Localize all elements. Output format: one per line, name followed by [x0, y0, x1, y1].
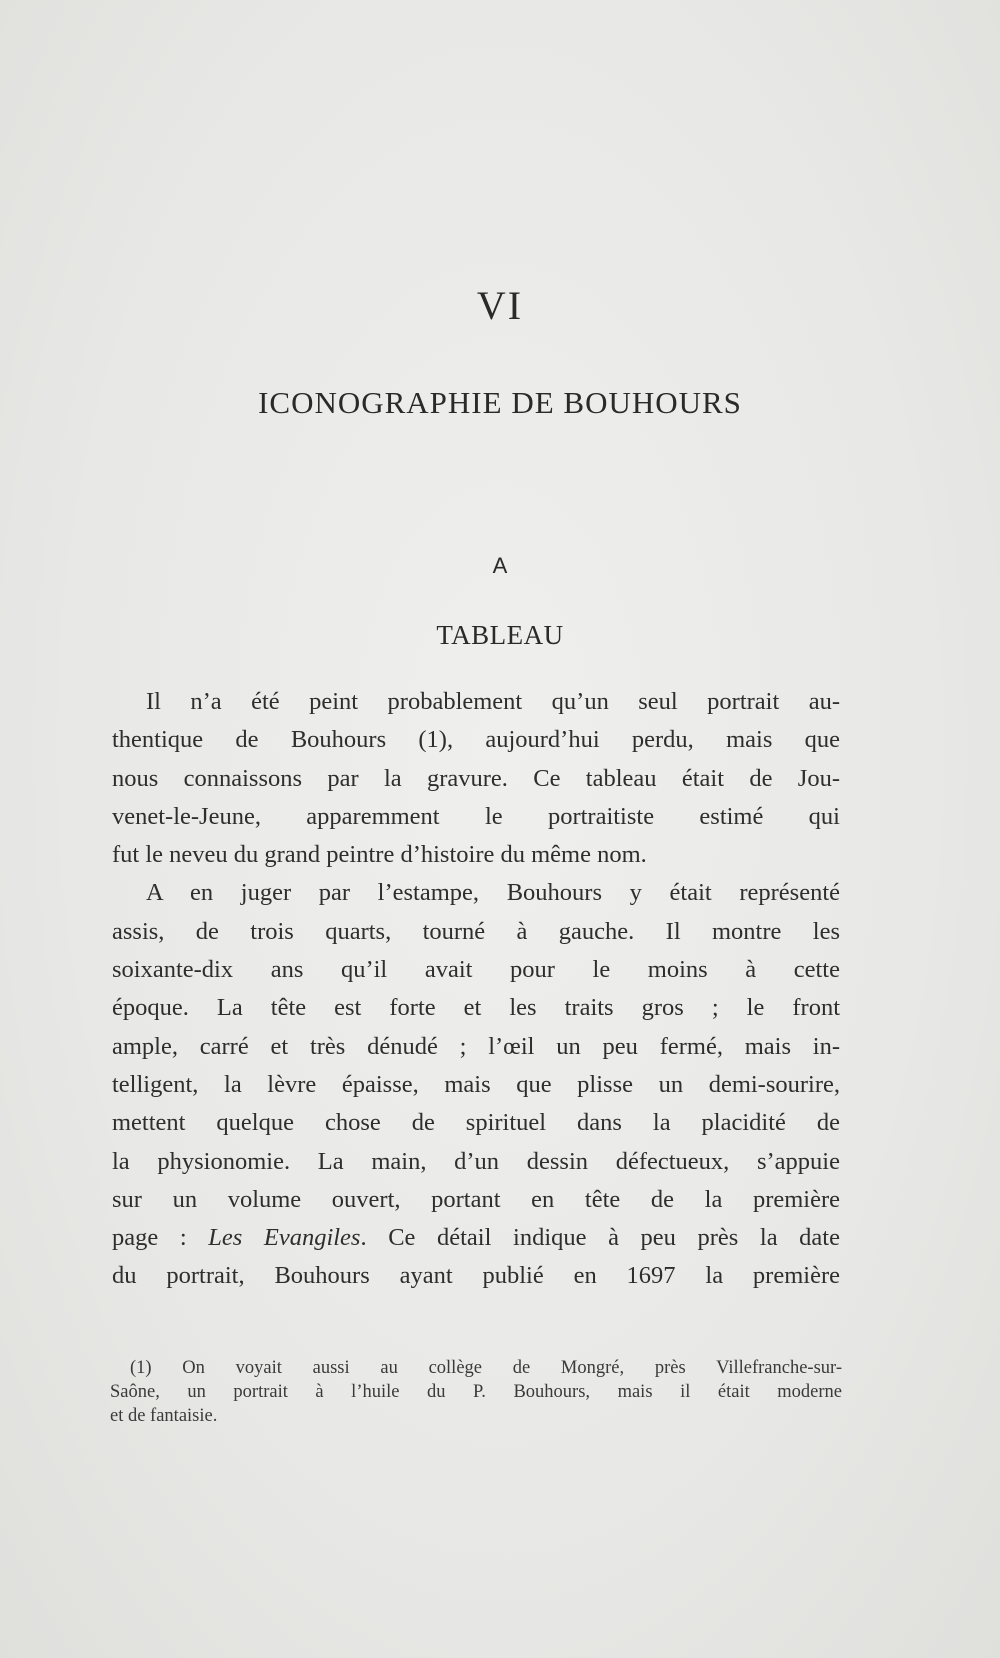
body-line: mettent quelque chose de spirituel dans la placidité de: [112, 1109, 840, 1137]
chapter-number: VI: [476, 283, 524, 328]
body-line: époque. La tête est forte et les traits gros ; le front: [112, 994, 840, 1022]
body-paragraphs: [112, 683, 840, 1296]
body-line: ample, carré et très dénudé ; l’œil un peu fermé, mais in-: [112, 1032, 840, 1060]
body-line: fut le neveu du grand peintre d’histoire du même nom.: [112, 841, 647, 869]
footnote: [110, 1356, 842, 1428]
body-line: sur un volume ouvert, portant en tête de la première: [112, 1185, 840, 1213]
body-line: nous connaissons par la gravure. Ce tableau était de Jou-: [112, 764, 840, 792]
body-line: assis, de trois quarts, tourné à gauche. Il montre les: [112, 917, 840, 945]
chapter-title: ICONOGRAPHIE DE BOUHOURS: [258, 385, 742, 420]
body-line-part: . Ce détail indique à peu près la date: [360, 1224, 840, 1252]
body-line-part: page :: [112, 1224, 209, 1252]
body-line: du portrait, Bouhours ayant publié en 1697 la première: [112, 1262, 840, 1290]
section-letter: A: [492, 553, 508, 578]
body-line-with-title: [112, 1219, 840, 1257]
body-line: venet-le-Jeune, apparemment le portraitiste estimé qui: [112, 802, 840, 830]
footnote-line: et de fantaisie.: [110, 1406, 218, 1426]
footnote-line: Saône, un portrait à l’huile du P. Bouhours, mais il était moderne: [110, 1382, 842, 1402]
book-title-italic: Les Evangiles: [208, 1224, 361, 1252]
body-line: Il n’a été peint probablement qu’un seul portrait au-: [146, 688, 840, 715]
body-line: la physionomie. La main, d’un dessin défectueux, s’appuie: [112, 1147, 840, 1175]
footnote-line: (1) On voyait aussi au collège de Mongré, près Villefranche-sur-: [130, 1358, 842, 1378]
body-line: soixante-dix ans qu’il avait pour le moins à cette: [112, 956, 840, 984]
body-line: A en juger par l’estampe, Bouhours y était représenté: [146, 879, 840, 907]
section-title: TABLEAU: [436, 620, 564, 650]
body-line: thentique de Bouhours (1), aujourd’hui perdu, mais que: [112, 726, 840, 754]
body-line: telligent, la lèvre épaisse, mais que plisse un demi-sourire,: [112, 1070, 840, 1098]
